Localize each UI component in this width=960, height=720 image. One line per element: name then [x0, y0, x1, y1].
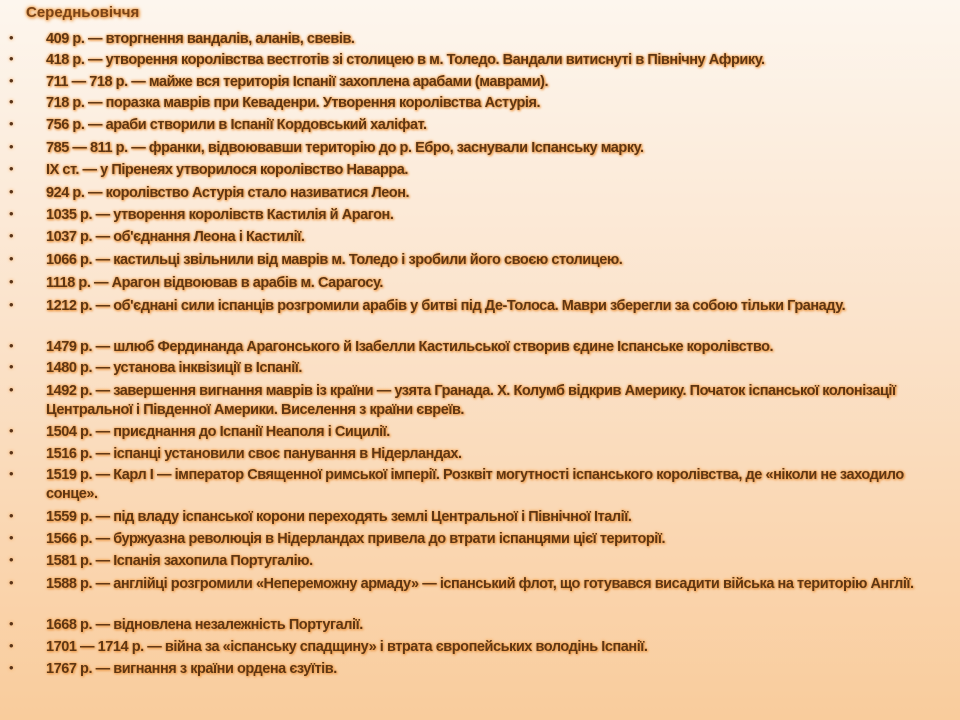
bullet-icon: •: [9, 575, 14, 590]
timeline-item-text: 1566 р. — буржуазна революція в Нідерландах привела до втрати іспанцями цієї території.: [46, 531, 666, 547]
timeline-item-text: 1035 р. — утворення королівств Кастилія й Арагон.: [46, 207, 394, 223]
timeline-item-text: 1118 р. — Арагон відвоював в арабів м. Сарагосу.: [46, 275, 383, 291]
timeline-item-text: 718 р. — поразка маврів при Кеваденри. Утворення королівства Астурія.: [46, 95, 541, 111]
bullet-icon: •: [9, 530, 14, 545]
bullet-icon: •: [9, 660, 14, 675]
timeline-item-text: IX ст. — у Піренеях утворилося королівство Наварра.: [46, 162, 409, 178]
timeline-item-text: 1559 р. — під владу іспанської корони переходять землі Центральної і Північної Італії.: [46, 509, 632, 525]
bullet-icon: •: [9, 297, 14, 312]
timeline-item-text: 1701 — 1714 р. — війна за «іспанську спадщину» і втрата європейських володінь Іспанії.: [46, 639, 648, 655]
timeline-item-text: 1668 р. — відновлена незалежність Португалії.: [46, 617, 363, 633]
bullet-icon: •: [9, 51, 14, 66]
bullet-icon: •: [9, 184, 14, 199]
bullet-icon: •: [9, 552, 14, 567]
bullet-icon: •: [9, 73, 14, 88]
timeline-item-text: 711 — 718 р. — майже вся територія Іспанії захоплена арабами (маврами).: [46, 74, 549, 90]
timeline-item-text: 409 р. — вторгнення вандалів, аланів, свевів.: [46, 31, 355, 47]
timeline-item-text: 1212 р. — об'єднані сили іспанців розгромили арабів у битві під Де-Толоса. Маври зберегли за собою тільки Гранаду.: [46, 298, 846, 314]
timeline-item-text: 1767 р. — вигнання з країни ордена єзуїтів.: [46, 661, 337, 677]
bullet-icon: •: [9, 466, 14, 481]
bullet-icon: •: [9, 30, 14, 45]
timeline-item-text: 1492 р. — завершення вигнання маврів із країни — узята Гранада. Х. Колумб відкрив Америку. Початок іспанської колонізації Центральної і Південної Америки. Виселення з країни євреїв.: [46, 383, 896, 418]
timeline-item-text: 1504 р. — приєднання до Іспанії Неаполя і Сицилії.: [46, 424, 390, 440]
timeline-item-text: 1519 р. — Карл I — імператор Священної римської імперії. Розквіт могутності іспанського королівства, де «ніколи не заходило сонце».: [46, 467, 904, 502]
timeline-item-text: 418 р. — утворення королівства вестготів зі столицею в м. Толедо. Вандали витиснуті в Північну Африку.: [46, 52, 765, 68]
bullet-icon: •: [9, 508, 14, 523]
timeline-item-text: 924 р. — королівство Астурія стало називатися Леон.: [46, 185, 410, 201]
timeline-item-text: 1516 р. — іспанці установили своє панування в Нідерландах.: [46, 446, 462, 462]
timeline-item-text: 1480 р. — установа інквізиції в Іспанії.: [46, 360, 302, 376]
slide-title: Середньовіччя: [26, 4, 140, 21]
bullet-icon: •: [9, 638, 14, 653]
bullet-icon: •: [9, 228, 14, 243]
bullet-icon: •: [9, 274, 14, 289]
timeline-item-text: 1037 р. — об'єднання Леона і Кастилії.: [46, 229, 305, 245]
bullet-icon: •: [9, 423, 14, 438]
bullet-icon: •: [9, 139, 14, 154]
timeline-item-text: 1588 р. — англійці розгромили «Непереможну армаду» — іспанський флот, що готувався висадити війська на територію Англії.: [46, 576, 914, 592]
timeline-item-text: 756 р. — араби створили в Іспанії Кордовський халіфат.: [46, 117, 427, 133]
bullet-icon: •: [9, 616, 14, 631]
timeline-item-text: 785 — 811 р. — франки, відвоювавши територію до р. Ебро, заснували Іспанську марку.: [46, 140, 644, 156]
bullet-icon: •: [9, 206, 14, 221]
bullet-icon: •: [9, 94, 14, 109]
bullet-icon: •: [9, 251, 14, 266]
bullet-icon: •: [9, 116, 14, 131]
bullet-icon: •: [9, 338, 14, 353]
timeline-item-text: 1066 р. — кастильці звільнили від маврів м. Толедо і зробили його своєю столицею.: [46, 252, 623, 268]
timeline-item-text: 1581 р. — Іспанія захопила Португалію.: [46, 553, 313, 569]
bullet-icon: •: [9, 382, 14, 397]
bullet-icon: •: [9, 359, 14, 374]
bullet-icon: •: [9, 445, 14, 460]
bullet-icon: •: [9, 161, 14, 176]
timeline-item-text: 1479 р. — шлюб Фердинанда Арагонського й Ізабелли Кастильської створив єдине Іспанське королівство.: [46, 339, 774, 355]
